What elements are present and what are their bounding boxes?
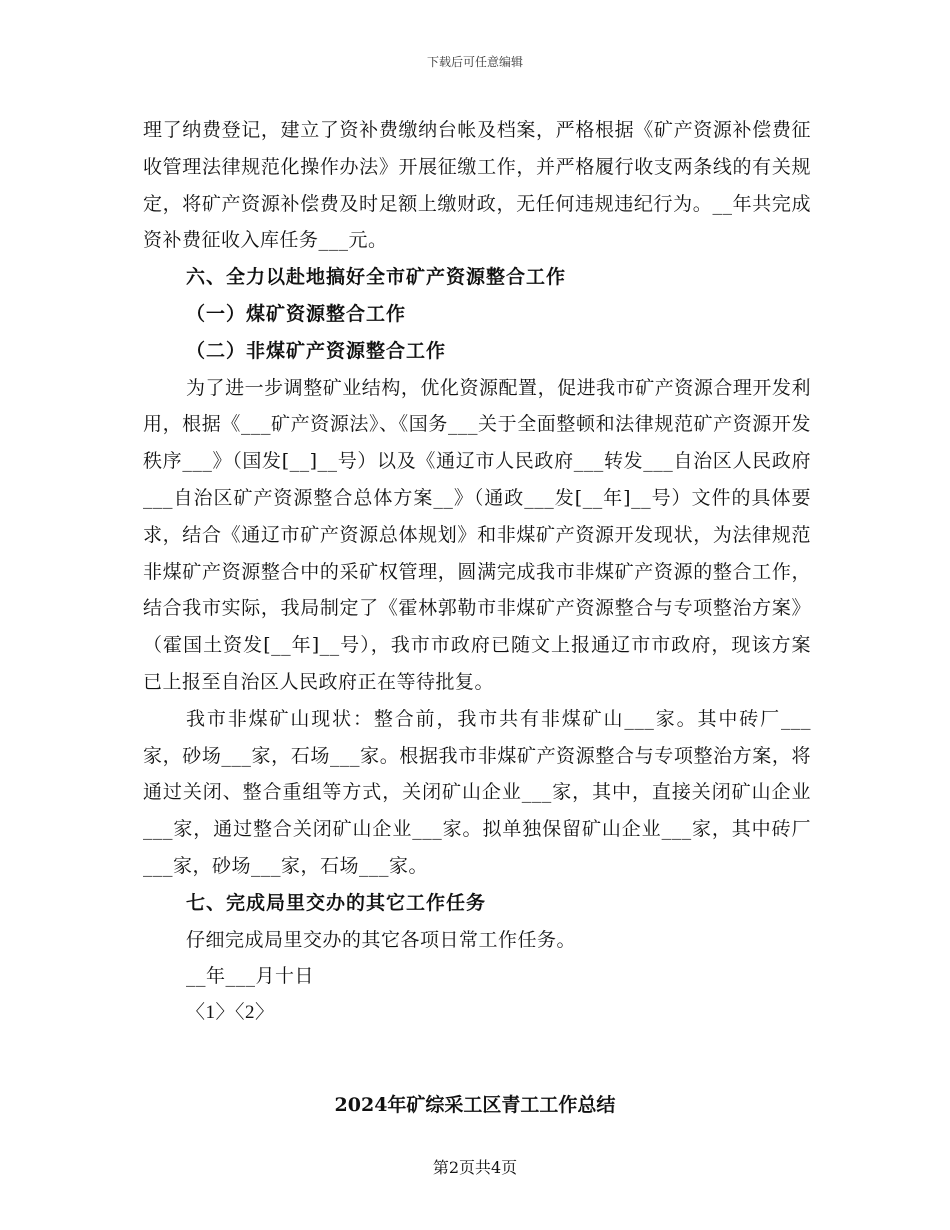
next-document-title: 2024年矿综采工区青工工作总结: [334, 1094, 616, 1116]
date-line: __年___月十日: [186, 965, 315, 988]
paragraph-integration-basis: 为了进一步调整矿业结构，优化资源配置，促进我市矿产资源合理开发利用，根据《___矿产资源法》、《国务___关于全面整顿和法律规范矿产资源开发秩序___》（国发[__]__号）以及《通辽市人民政府___转发___自治区人民政府___自治区矿产资源整合总体方案__》（通政___发[__年]__号）文件的具体要求，结合《通辽市矿产资源总体规划》和非煤矿产资源开发现状，为法律规范非煤矿产资源整合中的采矿权管理，圆满完成我市非煤矿产资源的整合工作，结合我市实际，我局制定了《霍林郭勒市非煤矿产资源整合与专项整治方案》（霍国土资发[__年]__号），我市市政府已随文上报通辽市市政府，现该方案已上报至自治区人民政府正在等待批复。: [143, 376, 811, 693]
paragraph-mine-status: 我市非煤矿山现状：整合前，我市共有非煤矿山___家。其中砖厂___家，砂场___家，石场___家。根据我市非煤矿产资源整合与专项整治方案，将通过关闭、整合重组等方式，关闭矿山企业___家，其中，直接关闭矿山企业___家，通过整合关闭矿山企业___家。拟单独保留矿山企业___家，其中砖厂___家，砂场___家，石场___家。: [143, 707, 811, 877]
paragraph-fee-collection: 理了纳费登记，建立了资补费缴纳台帐及档案，严格根据《矿产资源补偿费征收管理法律规范化操作办法》开展征缴工作，并严格履行收支两条线的有关规定，将矿产资源补偿费及时足额上缴财政，无任何违规违纪行为。__年共完成资补费征收入库任务___元。: [143, 119, 811, 252]
subheading-coal: （一）煤矿资源整合工作: [186, 302, 407, 325]
page-number: 第2页共4页: [432, 1158, 518, 1177]
page-header-note: 下载后可任意编辑: [426, 55, 523, 69]
heading-section-six: 六、全力以赴地搞好全市矿产资源整合工作: [186, 266, 567, 289]
subheading-non-coal: （二）非煤矿产资源整合工作: [186, 339, 447, 362]
page-markers: 〈1〉〈2〉: [186, 1002, 275, 1024]
heading-section-seven: 七、完成局里交办的其它工作任务: [186, 891, 487, 914]
paragraph-other-tasks: 仔细完成局里交办的其它各项日常工作任务。: [186, 928, 577, 951]
document-body: [143, 112, 811, 1032]
